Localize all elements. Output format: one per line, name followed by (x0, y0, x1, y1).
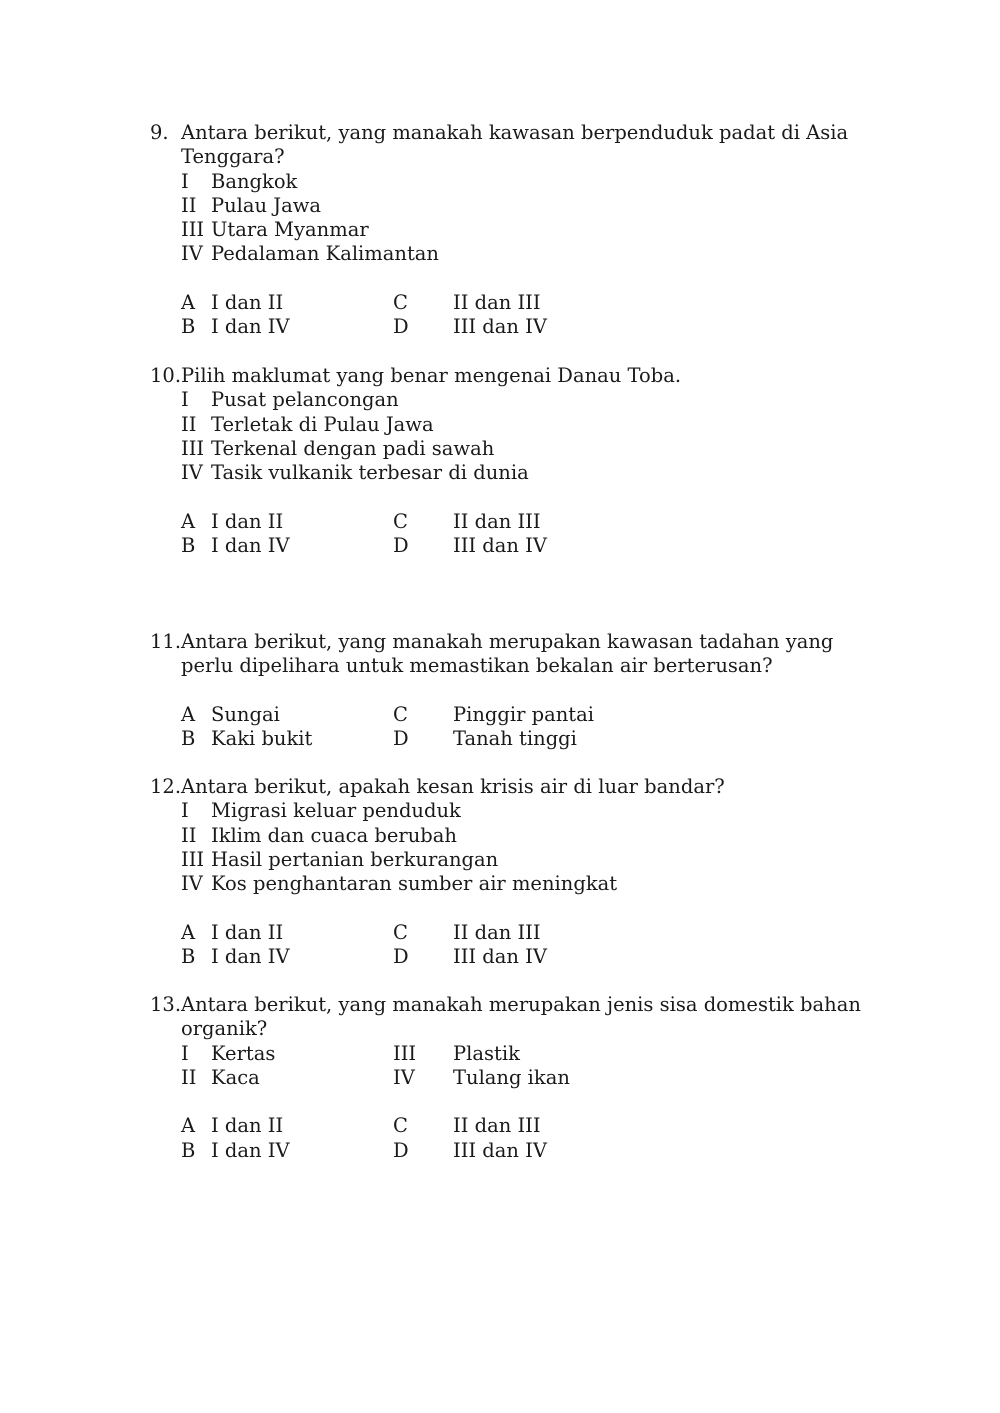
option-text: II dan III (453, 920, 541, 944)
option-letter: C (393, 291, 408, 315)
question-text: organik? (181, 1017, 268, 1041)
statement-numeral: II (181, 1065, 197, 1089)
statement (150, 242, 850, 266)
option-text: II dan III (453, 509, 541, 533)
question-number: 9. (150, 121, 169, 144)
option-text: III dan IV (453, 945, 547, 969)
statement-numeral: III (181, 436, 205, 460)
question-text: Antara berikut, yang manakah merupakan kawasan tadahan yang (181, 630, 834, 653)
option-letter: D (393, 1138, 409, 1162)
statement-text: Terkenal dengan padi sawah (211, 436, 495, 460)
option-row (150, 1114, 850, 1138)
statement (150, 388, 850, 412)
statement-text: Tasik vulkanik terbesar di dunia (211, 461, 529, 485)
statement (150, 194, 850, 218)
statement-text: Pulau Jawa (211, 193, 322, 217)
option-letter: A (181, 1114, 196, 1138)
question-10 (150, 364, 850, 558)
statement-text: Kertas (211, 1041, 276, 1065)
option-text: Sungai (211, 702, 280, 726)
option-letter: D (393, 727, 409, 751)
question-text: Antara berikut, yang manakah merupakan jenis sisa domestik bahan (181, 993, 861, 1016)
question-text: Antara berikut, apakah kesan krisis air di luar bandar? (181, 775, 725, 798)
statement-numeral: IV (181, 242, 203, 266)
statement-numeral: IV (181, 461, 203, 485)
statement-numeral: III (181, 847, 205, 871)
question-number: 11. (150, 630, 182, 653)
option-row (150, 315, 850, 339)
statement-numeral: II (181, 412, 197, 436)
statement-text: Tulang ikan (453, 1065, 570, 1089)
option-letter: A (181, 702, 196, 726)
statement (150, 848, 850, 872)
option-letter: D (393, 315, 409, 339)
statement-text: Pusat pelancongan (211, 388, 399, 412)
statement (150, 437, 850, 461)
question-text: perlu dipelihara untuk memastikan bekalan air berterusan? (181, 654, 773, 678)
option-text: Pinggir pantai (453, 702, 595, 726)
statement-numeral: IV (181, 872, 203, 896)
option-text: I dan IV (211, 534, 290, 558)
statement-text: Terletak di Pulau Jawa (211, 412, 434, 436)
option-text: I dan II (211, 1114, 284, 1138)
option-row (150, 510, 850, 534)
question-13 (150, 993, 861, 1163)
statement-text: Kos penghantaran sumber air meningkat (211, 872, 618, 896)
statement-numeral: III (393, 1041, 417, 1065)
option-letter: B (181, 1138, 196, 1162)
option-text: I dan IV (211, 1138, 290, 1162)
option-row (150, 534, 850, 558)
option-row (150, 921, 850, 945)
statement-numeral: II (181, 823, 197, 847)
statement (150, 799, 850, 823)
statement-numeral: II (181, 193, 197, 217)
option-row (150, 1139, 850, 1163)
question-11 (150, 630, 850, 751)
statement (150, 461, 850, 485)
question-number: 10. (150, 364, 182, 387)
statement-text: Pedalaman Kalimantan (211, 242, 439, 266)
option-text: I dan IV (211, 945, 290, 969)
statement-text: Plastik (453, 1041, 520, 1065)
option-text: I dan II (211, 920, 284, 944)
option-text: I dan II (211, 291, 284, 315)
option-letter: B (181, 315, 196, 339)
statement-text: Bangkok (211, 169, 298, 193)
question-text: Antara berikut, yang manakah kawasan berpenduduk padat di Asia (181, 121, 849, 144)
option-letter: C (393, 920, 408, 944)
statement-numeral: I (181, 388, 189, 412)
statement-numeral: I (181, 799, 189, 823)
statement-text: Iklim dan cuaca berubah (211, 823, 457, 847)
statement-row (150, 1042, 850, 1066)
statement-text: Utara Myanmar (211, 218, 369, 242)
option-letter: A (181, 920, 196, 944)
statement-numeral: III (181, 218, 205, 242)
option-row (150, 703, 850, 727)
question-text: Tenggara? (181, 145, 285, 169)
question-number: 13. (150, 993, 182, 1016)
option-row (150, 727, 850, 751)
option-letter: B (181, 727, 196, 751)
option-row (150, 945, 850, 969)
option-text: III dan IV (453, 1138, 547, 1162)
option-letter: D (393, 534, 409, 558)
option-letter: B (181, 534, 196, 558)
statement-numeral: I (181, 1041, 189, 1065)
option-row (150, 291, 850, 315)
option-text: Kaki bukit (211, 727, 313, 751)
statement-text: Hasil pertanian berkurangan (211, 847, 499, 871)
option-letter: A (181, 291, 196, 315)
statement-numeral: IV (393, 1065, 415, 1089)
option-letter: B (181, 945, 196, 969)
statement (150, 413, 850, 437)
statement-text: Migrasi keluar penduduk (211, 799, 461, 823)
option-text: II dan III (453, 291, 541, 315)
option-letter: D (393, 945, 409, 969)
question-text: Pilih maklumat yang benar mengenai Danau Toba. (181, 364, 682, 387)
question-number: 12. (150, 775, 182, 798)
option-text: Tanah tinggi (453, 727, 577, 751)
question-12 (150, 775, 850, 969)
statement (150, 218, 850, 242)
option-letter: C (393, 702, 408, 726)
statement-numeral: I (181, 169, 189, 193)
option-letter: C (393, 509, 408, 533)
option-text: II dan III (453, 1114, 541, 1138)
statement (150, 872, 850, 896)
question-9 (150, 121, 850, 340)
statement-text: Kaca (211, 1065, 260, 1089)
option-letter: A (181, 509, 196, 533)
statement (150, 170, 850, 194)
option-text: I dan II (211, 509, 284, 533)
option-text: I dan IV (211, 315, 290, 339)
option-text: III dan IV (453, 315, 547, 339)
statement-row (150, 1066, 850, 1090)
option-text: III dan IV (453, 534, 547, 558)
option-letter: C (393, 1114, 408, 1138)
statement (150, 824, 850, 848)
